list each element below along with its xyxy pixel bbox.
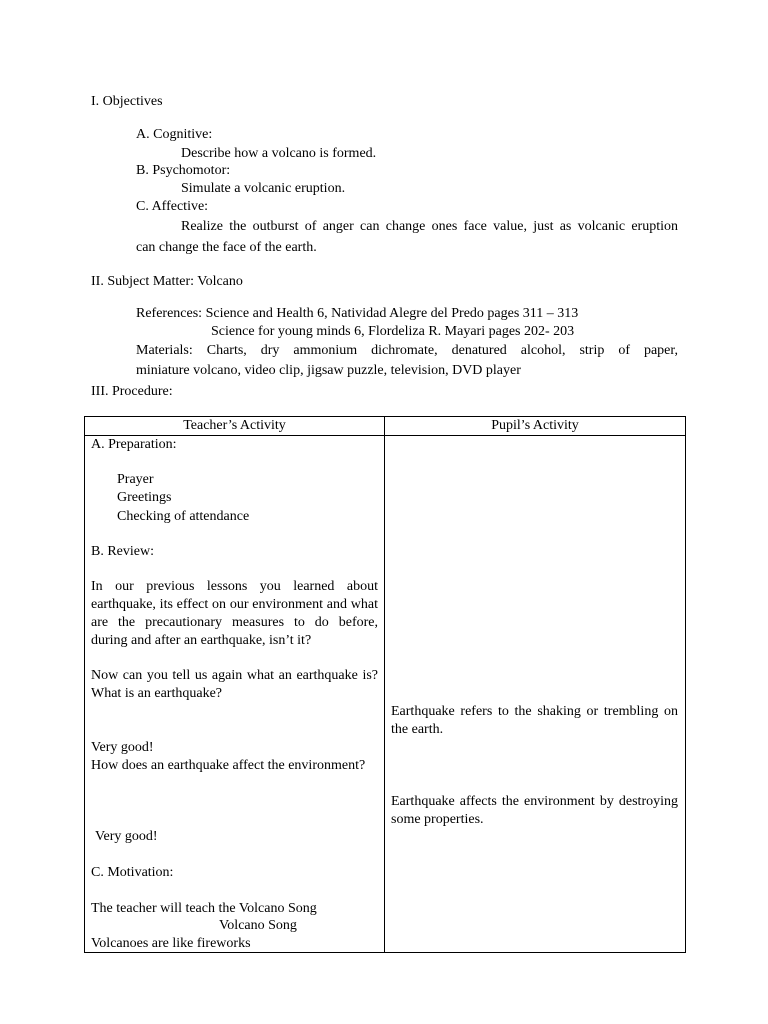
greetings-item: Greetings [117,490,172,505]
psychomotor-label: B. Psychomotor: [136,163,231,178]
cognitive-text: Describe how a volcano is formed. [181,146,377,161]
praise-very-good-2: Very good! [95,829,158,844]
cognitive-label: A. Cognitive: [136,127,213,142]
song-line-1: Volcanoes are like fireworks [91,936,251,951]
references-line-2: Science for young minds 6, Flordeliza R. Mayari pages 202- 203 [211,324,575,339]
references-line-1: References: Science and Health 6, Natividad Alegre del Predo pages 311 – 313 [136,306,579,321]
psychomotor-text: Simulate a volcanic eruption. [181,181,346,196]
column-divider [384,417,385,952]
materials-line-2: miniature volcano, video clip, jigsaw puzzle, television, DVD player [136,363,521,378]
attendance-item: Checking of attendance [117,509,250,524]
answer-earthquake-definition: Earthquake refers to the shaking or trembling on the earth. [391,704,678,737]
praise-very-good-1: Very good! [91,740,154,755]
header-pupil-activity: Pupil’s Activity [491,418,579,433]
subject-matter-heading: II. Subject Matter: Volcano [91,274,243,289]
question-earthquake-definition: Now can you tell us again what an earthquake is? What is an earthquake? [91,668,378,701]
affective-text-line-2: can change the face of the earth. [136,240,317,255]
question-earthquake-effect: How does an earthquake affect the environment? [91,758,366,773]
procedure-heading: III. Procedure: [91,384,173,399]
materials-line-1: Materials: Charts, dry ammonium dichromate, denatured alcohol, strip of paper, [136,343,678,358]
review-label: B. Review: [91,544,154,559]
affective-text-line-1: Realize the outburst of anger can change ones face value, just as volcanic eruption [181,219,678,234]
procedure-table [84,416,686,953]
header-teacher-activity: Teacher’s Activity [183,418,286,433]
review-text: In our previous lessons you learned about earthquake, its effect on our environment and what are the precautionary measures to do before, during and after an earthquake, isn’t it? [91,579,378,648]
preparation-label: A. Preparation: [91,437,177,452]
motivation-label: C. Motivation: [91,865,174,880]
song-title: Volcano Song [219,918,297,933]
objectives-heading: I. Objectives [91,94,163,109]
answer-earthquake-effect: Earthquake affects the environment by destroying some properties. [391,794,678,827]
prayer-item: Prayer [117,472,154,487]
motivation-text: The teacher will teach the Volcano Song [91,901,317,916]
affective-label: C. Affective: [136,199,209,214]
